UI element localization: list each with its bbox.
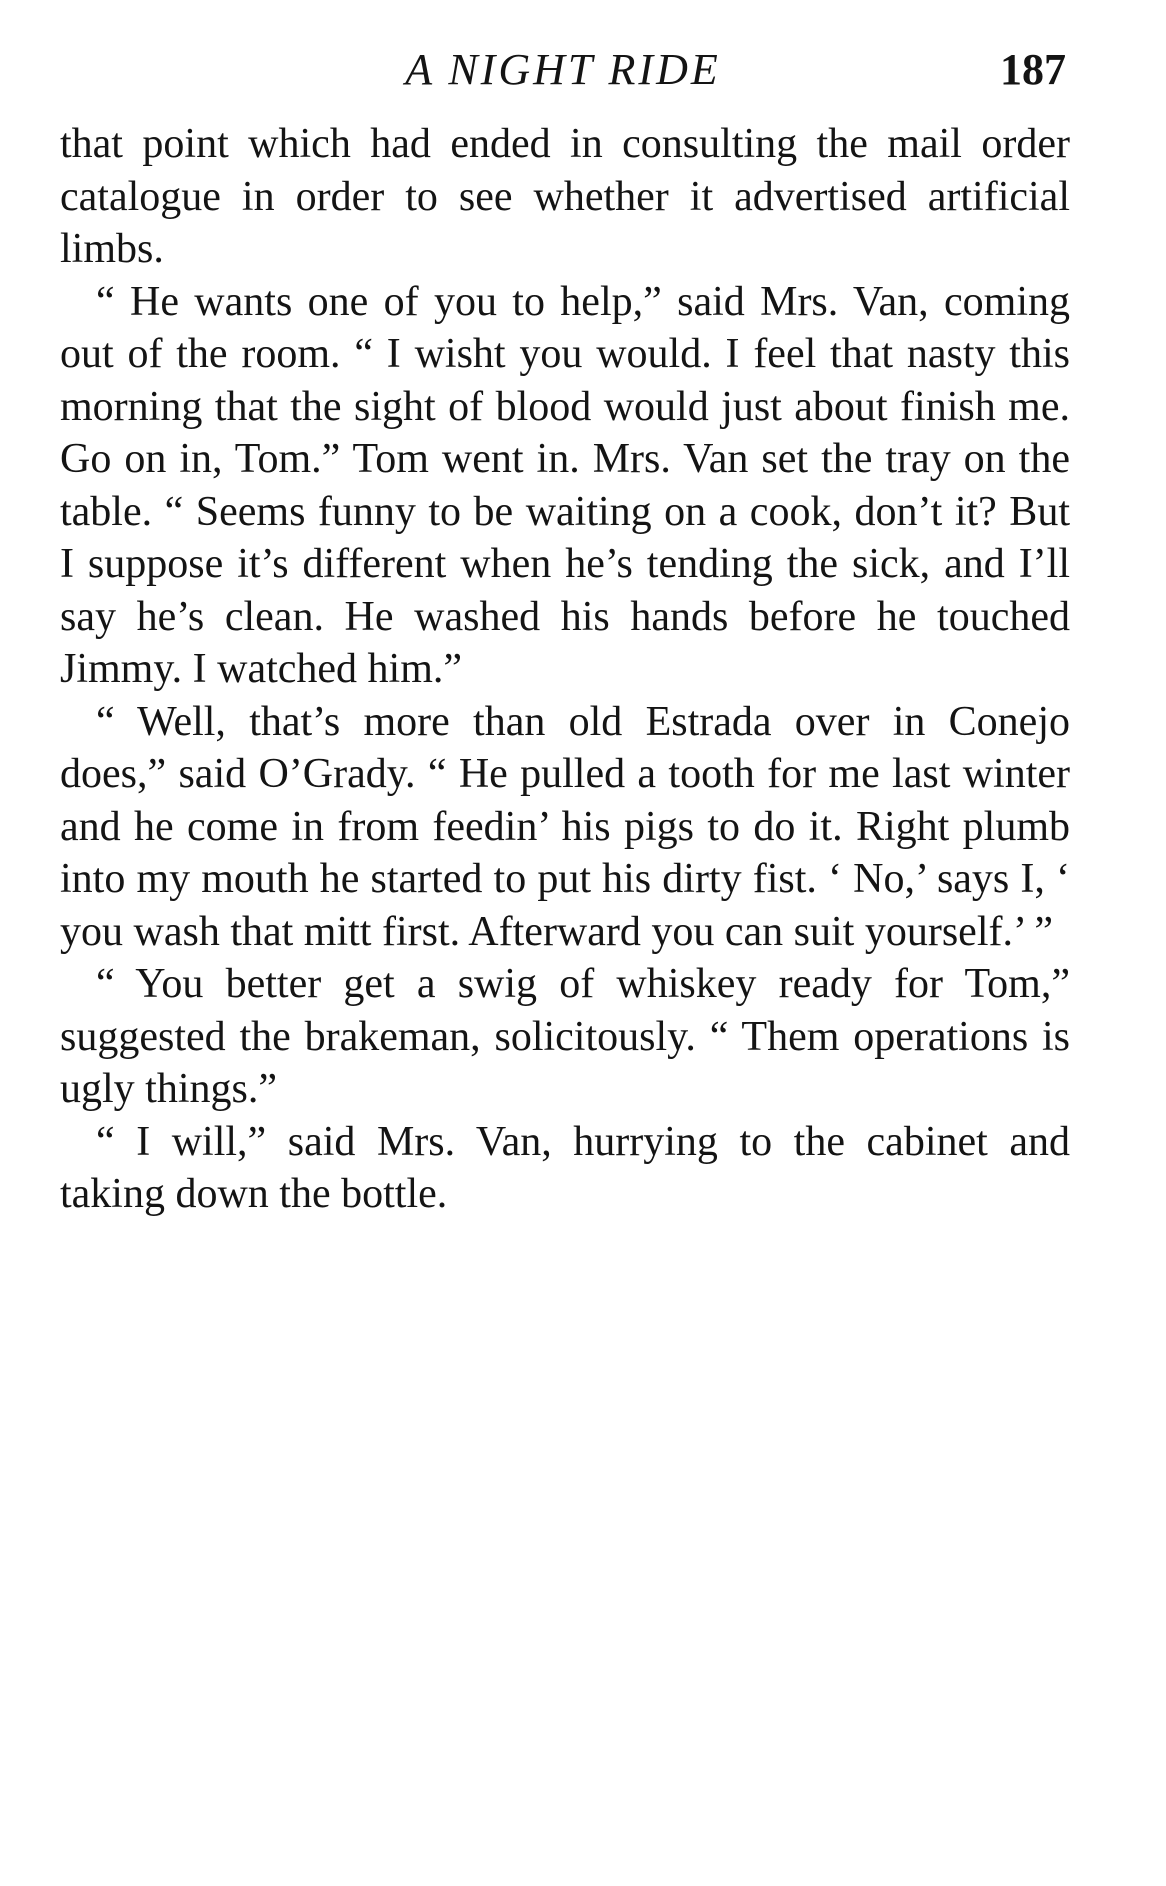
body-text xyxy=(60,118,1070,1221)
paragraph: “ You better get a swig of whiskey ready for Tom,” suggested the brakeman, solicitously. “ Them operations is ugly things.” xyxy=(60,961,1070,1112)
running-title: A NIGHT RIDE xyxy=(405,45,721,94)
paragraph: “ I will,” said Mrs. Van, hurrying to the cabinet and taking down the bottle. xyxy=(60,1118,1070,1217)
paragraph: “ Well, that’s more than old Estrada over in Conejo does,” said O’Grady. “ He pulled a tooth for me last winter and he come in from feedin’ his pigs to do it. Right plumb into my mouth he started to put his dirty fist. ‘ No,’ says I, ‘ you wash that mitt first. Afterward you can suit yourself.’ ” xyxy=(60,698,1070,955)
page-number: 187 xyxy=(1000,45,1066,94)
paragraph: that point which had ended in consulting the mail order catalogue in order to see whether it advertised artificial limbs. xyxy=(60,121,1070,272)
paragraph: “ He wants one of you to help,” said Mrs. Van, coming out of the room. “ I wisht you would. I feel that nasty this morning that the sight of blood would just about finish me. Go on in, Tom.” Tom went in. Mrs. Van set the tray on the table. “ Seems funny to be waiting on a cook, don’t it? But I suppose it’s different when he’s tending the sick, and I’ll say he’s clean. He washed his hands before he touched Jimmy. I watched him.” xyxy=(60,278,1070,692)
running-head xyxy=(60,40,1066,100)
